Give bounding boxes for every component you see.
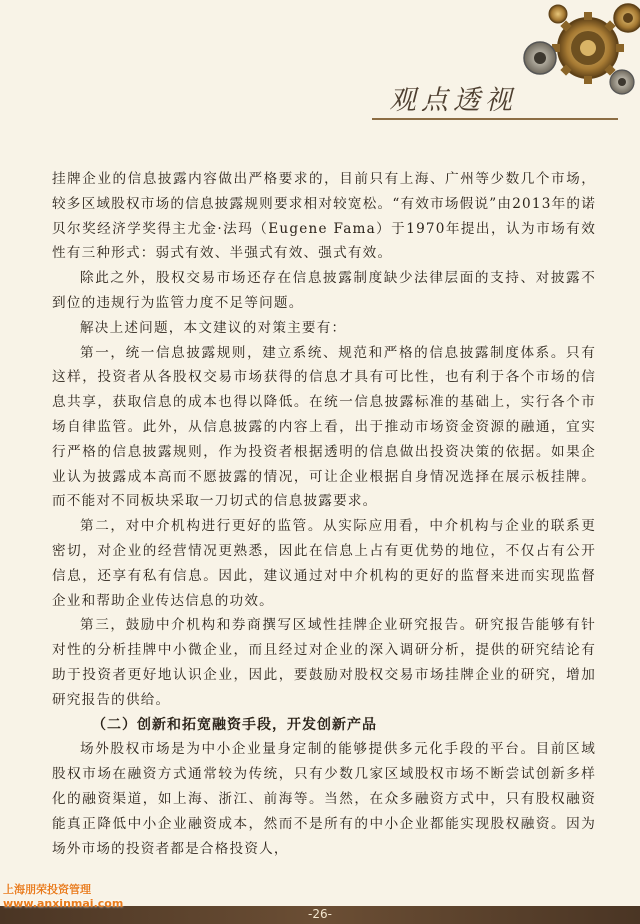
section-subheading: （二）创新和拓宽融资手段，开发创新产品 xyxy=(92,716,377,733)
watermark xyxy=(3,883,123,911)
gears-decoration-icon xyxy=(510,0,640,96)
article-body xyxy=(52,167,596,861)
watermark-name: 上海朋荣投资管理 xyxy=(3,883,91,896)
paragraph: 第三，鼓励中介机构和券商撰写区域性挂牌企业研究报告。研究报告能够有针对性的分析挂牌中小微企业，而且经过对企业的深入调研分析，提供的研究结论有助于投资者更好地认识企业，因此，要鼓励对股权交易市场挂牌企业的研究，增加研究报告的供给。 xyxy=(52,617,596,708)
paragraph: 挂牌企业的信息披露内容做出严格要求的，目前只有上海、广州等少数几个市场，较多区域股权市场的信息披露规则要求相对较宽松。“有效市场假说”由2013年的诺贝尔奖经济学奖得主尤金·法玛（Eugene Fama）于1970年提出，认为市场有效性有三种形式：弱式有效、半强式有效、强式有效。 xyxy=(52,171,596,262)
header-divider xyxy=(372,118,618,120)
page-number: -26- xyxy=(308,907,332,921)
paragraph: 除此之外，股权交易市场还存在信息披露制度缺少法律层面的支持、对披露不到位的违规行为监管力度不足等问题。 xyxy=(52,270,596,311)
paragraph: 第二，对中介机构进行更好的监管。从实际应用看，中介机构与企业的联系更密切，对企业的经营情况更熟悉，因此在信息上占有更优势的地位，不仅占有公开信息，还享有私有信息。因此，建议通过对中介机构的更好的监督来进而实现监督企业和帮助企业传达信息的功效。 xyxy=(52,518,596,609)
section-title: 观点透视 xyxy=(389,85,517,116)
watermark-url: www.anxinmai.com xyxy=(3,897,124,910)
paragraph: 解决上述问题，本文建议的对策主要有： xyxy=(80,319,347,336)
paragraph: 场外股权市场是为中小企业量身定制的能够提供多元化手段的平台。目前区域股权市场在融资方式通常较为传统，只有少数几家区域股权市场不断尝试创新多样化的融资渠道，如上海、浙江、前海等。当然，在众多融资方式中，只有股权融资能真正降低中小企业融资成本，然而不是所有的中小企业都能实现股权融资。因为场外市场的投资者都是合格投资人， xyxy=(52,741,596,857)
paragraph: 第一，统一信息披露规则，建立系统、规范和严格的信息披露制度体系。只有这样，投资者从各股权交易市场获得的信息才具有可比性，也有利于各个市场的信息共享，获取信息的成本也得以降低。在统一信息披露标准的基础上，实行各个市场自律监管。此外，从信息披露的内容上看，出于推动市场资金资源的融通，宜实行严格的信息披露规则，作为投资者根据透明的信息做出投资决策的依据。如果企业认为披露成本高而不愿披露的情况，可让企业根据自身情况选择在展示板挂牌。而不能对不同板块采取一刀切式的信息披露要求。 xyxy=(52,344,596,510)
page-header xyxy=(0,0,640,135)
